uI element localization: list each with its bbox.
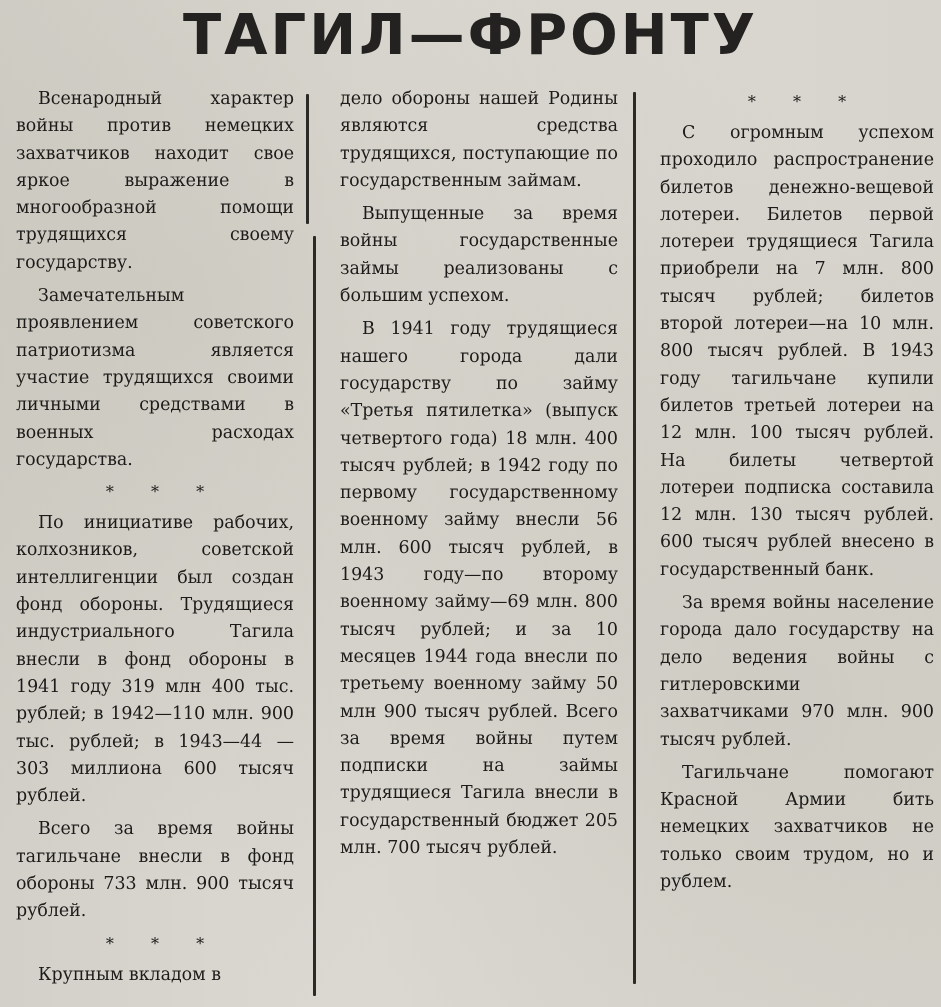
- article-headline: ТАГИЛ—ФРОНТУ: [182, 3, 759, 68]
- article-paragraph: Выпущенные за время войны государственные займы реализованы с большим успехом.: [340, 204, 618, 307]
- article-column-1: [16, 86, 294, 995]
- article-paragraph: В 1941 году трудящиеся нашего города дали государству по займу «Третья пятилетка» (выпуск четвертого года) 18 млн. 400 тысяч рублей; в 1942 году по первому государственному военному займу внесли 56 млн. 600 тысяч рублей, в 1943 году—по второму военному займу—69 млн. 800 тысяч рублей; и за 10 месяцев 1944 года внесли по третьему военному займу 50 млн 900 тысяч рублей. Всего за время войны путем подписки на займы трудящиеся Тагила внесли в государственный бюджет 205 млн. 700 тысяч рублей.: [340, 319, 618, 859]
- article-paragraph: С огромным успехом проходило распространение билетов денежно-вещевой лотереи. Билетов первой лотереи трудящиеся Тагила приобрели на 7 млн. 800 тысяч рублей; билетов второй лотереи—на 10 млн. 800 тысяч рублей. В 1943 году тагильчане купили билетов третьей лотереи на 12 млн. 100 тысяч рублей. На билеты четвертой лотереи подписка составила 12 млн. 130 тысяч рублей. 600 тысяч рублей внесено в государственный банк.: [660, 123, 934, 580]
- article-paragraph: Замечательным проявлением советского патриотизма является участие трудящихся своими личными средствами в военных расходах государства.: [16, 286, 294, 470]
- article-paragraph: Крупным вкладом в: [38, 964, 222, 985]
- article-paragraph: По инициативе рабочих, колхозников, советской интеллигенции был создан фонд обороны. Трудящиеся индустриального Тагила внесли в фонд обороны в 1941 году 319 млн 400 тыс. рублей; в 1942—110 млн. 900 тыс. рублей; в 1943—44 — 303 миллиона 600 тысяч рублей.: [16, 513, 294, 807]
- section-separator-stars: * * *: [105, 482, 221, 502]
- article-paragraph: За время войны население города дало государству на дело ведения войны с гитлеровскими захватчиками 970 млн. 900 тысяч рублей.: [660, 593, 934, 750]
- article-paragraph: Тагильчане помогают Красной Армии бить немецких захватчиков не только своим трудом, но и рублем.: [660, 762, 934, 893]
- column-rule: [633, 92, 636, 984]
- article-column-3: [660, 86, 934, 902]
- column-rule: [313, 236, 316, 996]
- article-column-2: [340, 86, 618, 868]
- article-paragraph: Всенародный характер войны против немецких захватчиков находит свое яркое выражение в многообразной помощи трудящихся своему государству.: [16, 89, 294, 273]
- article-paragraph: дело обороны нашей Родины являются средства трудящихся, поступающие по государственным займам.: [340, 89, 618, 191]
- article-paragraph: Всего за время войны тагильчане внесли в фонд обороны 733 млн. 900 тысяч рублей.: [16, 819, 294, 922]
- section-separator-stars: * * *: [105, 933, 221, 953]
- column-rule: [306, 94, 309, 224]
- section-separator-stars: * * *: [747, 92, 863, 111]
